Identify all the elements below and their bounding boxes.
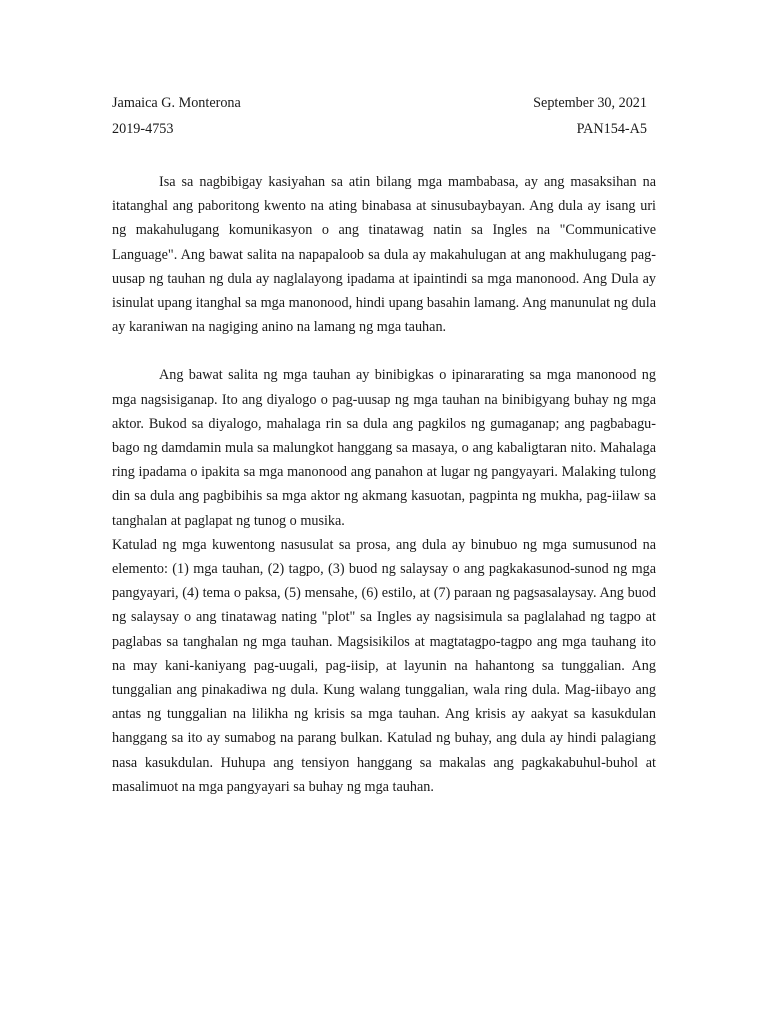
header-row-2 [112,119,647,145]
document-body [112,170,656,799]
header-row-1 [112,93,647,119]
document-header [112,93,647,145]
paragraph-1: Isa sa nagbibigay kasiyahan sa atin bilang mga mambabasa, ay ang masaksihan na itatanghal ang paboritong kwento na ating binabasa at sinusubaybayan. Ang dula ay isang uri ng makahulugang komunikasyon o ang tinatawag natin sa Ingles na "Communicative Language". Ang bawat salita na napapaloob sa dula ay makahulugan at ang makhulugang pag-uusap ng tauhan ng dula ay naglalayong ipadama at ipaintindi sa mga manonood. Ang Dula ay isinulat upang itanghal sa mga manonood, hindi upang basahin lamang. Ang manunulat ng dula ay karaniwan na nagiging anino na lamang ng mga tauhan. [112,174,656,336]
paragraph-2: Ang bawat salita ng mga tauhan ay binibigkas o ipinararating sa mga manonood ng mga nagsisiganap. Ito ang diyalogo o pag-uusap ng mga tauhan na binibigyang buhay ng mga aktor. Bukod sa diyalogo, mahalaga rin sa dula ang pagkilos ng gumaganap; ang pagbabagu-bago ng damdamin mula sa malungkot hanggang sa masaya, o ang kabaligtaran nito. Mahalaga ring ipadama o ipakita sa mga manonood ang panahon at lugar ng pangyayari. Malaking tulong din sa dula ang pagbibihis sa mga aktor ng akmang kasuotan, pagpinta ng mukha, pag-iilaw sa tanghalan at paglapat ng tunog o musika. [112,367,656,529]
author-name: Jamaica G. Monterona [112,95,241,111]
document-date: September 30, 2021 [533,95,647,111]
paragraph-3: Katulad ng mga kuwentong nasusulat sa prosa, ang dula ay binubuo ng mga sumusunod na elemento: (1) mga tauhan, (2) tagpo, (3) buod ng salaysay o ang pagkakasunod-sunod ng mga pangyayari, (4) tema o paksa, (5) mensahe, (6) estilo, at (7) paraan ng pagsasalaysay. Ang buod ng salaysay o ang tinatawag nating "plot" sa Ingles ay nagsisimula sa paglalahad ng tagpo at paglabas sa tanghalan ng mga tauhan. Magsisikilos at magtatagpo-tagpo ang mga tauhang ito na may kani-kaniyang pag-uugali, pag-iisip, at layunin na hahantong sa tunggalian. Ang tunggalian ang pinakadiwa ng dula. Kung walang tunggalian, wala ring dula. Mag-iibayo ang antas ng tunggalian na lilikha ng krisis sa mga tauhan. Ang krisis ay aakyat sa kasukdulan hanggang sa ito ay sumabog na parang bulkan. Katulad ng buhay, ang dula ay hindi palagiang nasa kasukdulan. Huhupa ang tensiyon hanggang sa makalas ang pagkakabuhul-buhol at masalimuot na mga pangyayari sa buhay ng mga tauhan. [112,536,656,795]
course-code: PAN154-A5 [576,121,647,137]
student-id: 2019-4753 [112,121,174,137]
